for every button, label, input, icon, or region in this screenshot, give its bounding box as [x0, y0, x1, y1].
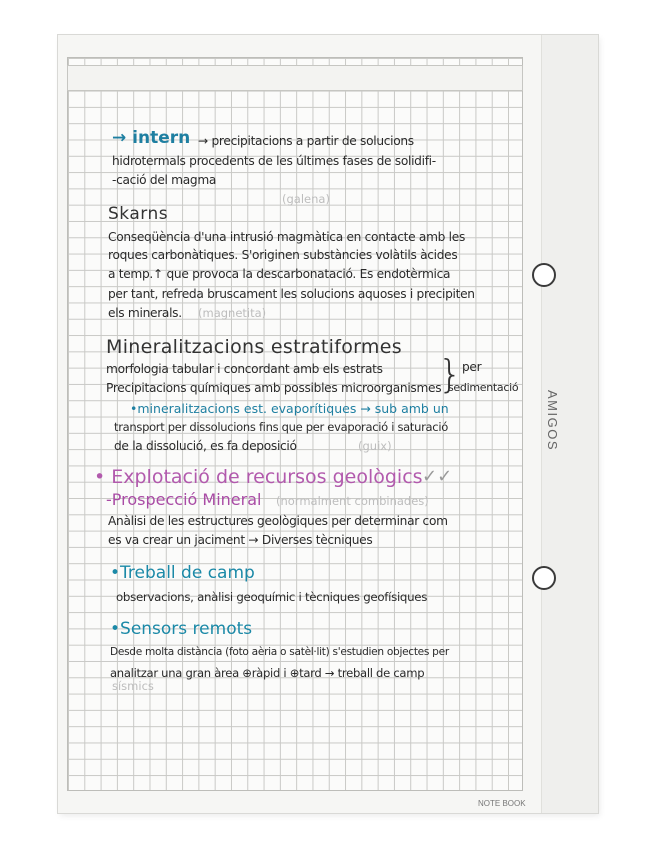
explot-heading: • Explotació de recursos geològics: [94, 466, 423, 488]
mineral-line: Precipitacions químiques amb possibles microorganismes: [106, 381, 442, 395]
mineral-sub: transport per dissolucions fins que per evaporació i saturació: [114, 420, 448, 434]
binder-hole-icon: [532, 263, 556, 287]
skarns-line: roques carbonàtiques. S'originen substàncies volàtils àcides: [108, 248, 458, 262]
brace-icon: }: [438, 352, 463, 396]
faint-note: (normalment combinades): [276, 494, 429, 508]
faint-note: (magnetita): [198, 306, 267, 320]
prosp-line: es va crear un jaciment → Diverses tècniques: [108, 533, 373, 547]
sensors-heading: •Sensors remots: [110, 619, 253, 639]
mineral-side-note: per: [462, 360, 482, 374]
prosp-line: Anàlisi de les estructures geològiques per determinar com: [108, 514, 448, 528]
brand-label: AMIGOS: [545, 390, 560, 452]
intern-line: hidrotermals procedents de les últimes fases de solidifi-: [112, 154, 436, 168]
mineral-sub: de la dissolució, es fa deposició: [114, 439, 297, 453]
page-header-box: [67, 65, 523, 91]
prosp-heading: -Prospecció Mineral: [106, 490, 262, 509]
faint-note: (galena): [282, 192, 330, 206]
intern-line: -cació del magma: [112, 173, 217, 187]
binder-hole-icon: [532, 566, 556, 590]
skarns-line: a temp.↑ que provoca la descarbonatació. Es endotèrmica: [108, 267, 451, 281]
faint-note: (guix): [358, 439, 392, 453]
skarns-line: els minerals.: [108, 306, 182, 320]
mineral-heading: Mineralitzacions estratiformes: [106, 336, 402, 358]
sensors-line: Desde molta distància (foto aèria o satèl·lit) s'estudien objectes per: [110, 646, 449, 658]
sensors-line: analitzar una gran àrea ⊕ràpid i ⊕tard → treball de camp: [110, 666, 425, 680]
intern-heading: → intern: [112, 128, 191, 148]
mineral-sub: •mineralitzacions est. evaporítiques → sub amb un: [130, 401, 449, 416]
treball-line: observacions, anàlisi geoquímic i tècniques geofísiques: [116, 590, 428, 604]
mineral-line: morfologia tabular i concordant amb els estrats: [106, 362, 383, 376]
mineral-side-note: sedimentació: [448, 381, 519, 394]
check-icon: ✓✓: [422, 466, 453, 487]
skarns-heading: Skarns: [108, 204, 169, 224]
footer-label: NOTE BOOK: [478, 799, 526, 808]
faint-note: sísmics: [112, 679, 154, 693]
skarns-line: Conseqüència d'una intrusió magmàtica en contacte amb les: [108, 230, 466, 244]
intern-line: → precipitacions a partir de solucions: [198, 134, 414, 148]
skarns-line: per tant, refreda bruscament les solucions aquoses i precipiten: [108, 287, 475, 301]
treball-heading: •Treball de camp: [110, 563, 255, 583]
